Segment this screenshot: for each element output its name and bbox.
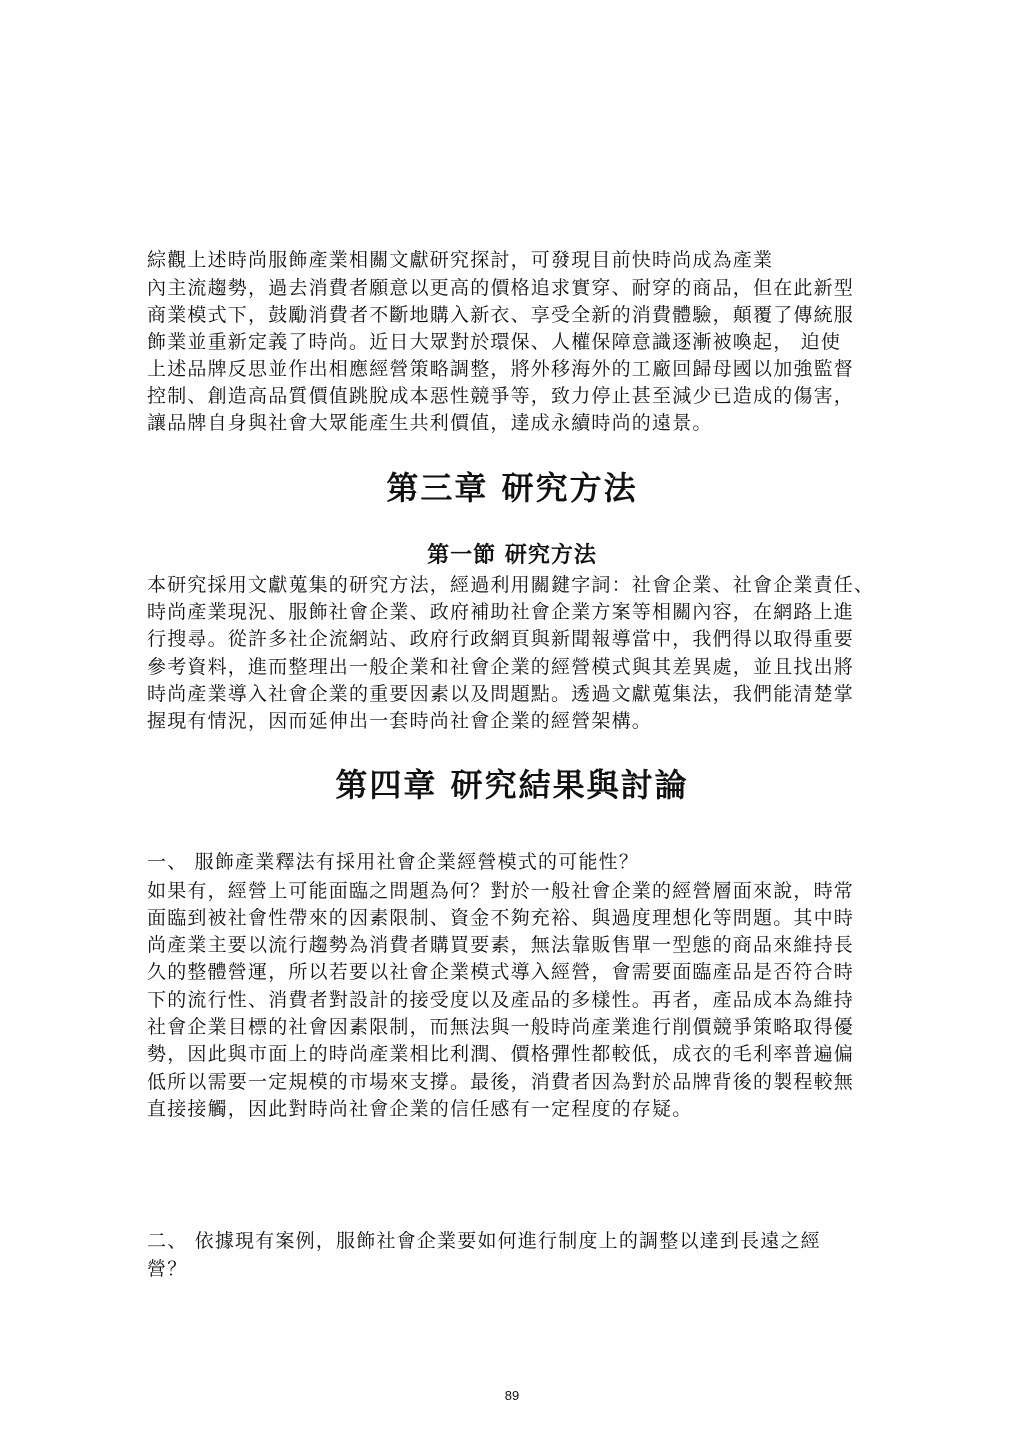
method-line: 握現有情況，因而延伸出一套時尚社會企業的經營架構。 xyxy=(147,710,653,732)
answer-line: 如果有，經營上可能面臨之問題為何？對於一般社會企業的經營層面來說，時常 xyxy=(147,880,855,902)
section-1-title: 第一節 研究方法 xyxy=(427,542,597,568)
chapter-4-title: 第四章 研究結果與討論 xyxy=(335,766,689,804)
answer-line: 尚產業主要以流行趨勢為消費者購買要素，無法靠販售單一型態的商品來維持長 xyxy=(147,934,855,956)
method-line: 參考資料，進而整理出一般企業和社會企業的經營模式與其差異處，並且找出將 xyxy=(147,656,855,678)
question-1: 一、 服飾產業釋法有採用社會企業經營模式的可能性？ xyxy=(147,851,640,873)
intro-line: 內主流趨勢，過去消費者願意以更高的價格追求實穿、耐穿的商品，但在此新型 xyxy=(147,277,855,299)
method-line: 時尚產業導入社會企業的重要因素以及問題點。透過文獻蒐集法，我們能清楚掌 xyxy=(147,683,855,705)
chapter-3-title: 第三章 研究方法 xyxy=(386,469,638,507)
answer-line: 直接接觸，因此對時尚社會企業的信任感有一定程度的存疑。 xyxy=(147,1098,693,1120)
intro-line: 控制、創造高品質價值跳脫成本惡性競爭等，致力停止甚至減少已造成的傷害， xyxy=(147,385,855,407)
answer-line: 低所以需要一定規模的市場來支撐。最後，消費者因為對於品牌背後的製程較無 xyxy=(147,1071,855,1093)
answer-line: 面臨到被社會性帶來的因素限制、資金不夠充裕、與過度理想化等問題。其中時 xyxy=(147,907,855,929)
table-caption xyxy=(0,151,1024,170)
table-source xyxy=(0,202,1024,221)
answer-line: 勢，因此與市面上的時尚產業相比利潤、價格彈性都較低，成衣的毛利率普遍偏 xyxy=(147,1043,855,1065)
intro-line: 綜觀上述時尚服飾產業相關文獻研究探討，可發現目前快時尚成為產業 xyxy=(147,249,774,271)
answer-line: 下的流行性、消費者對設計的接受度以及產品的多樣性。再者，產品成本為維持 xyxy=(147,989,855,1011)
intro-line: 飾業並重新定義了時尚。近日大眾對於環保、人權保障意識逐漸被喚起， 迫使 xyxy=(147,331,842,353)
answer-line: 久的整體營運，所以若要以社會企業模式導入經營，會需要面臨產品是否符合時 xyxy=(147,961,855,983)
method-line: 行搜尋。從許多社企流網站、政府行政網頁與新聞報導當中，我們得以取得重要 xyxy=(147,628,855,650)
method-line: 時尚產業現況、服飾社會企業、政府補助社會企業方案等相關內容，在網路上進 xyxy=(147,601,855,623)
intro-line: 上述品牌反思並作出相應經營策略調整，將外移海外的工廠回歸母國以加強監督 xyxy=(147,358,855,380)
intro-line: 商業模式下，鼓勵消費者不斷地購入新衣、享受全新的消費體驗，顛覆了傳統服 xyxy=(147,304,855,326)
method-line: 本研究採用文獻蒐集的研究方法，經過利用關鍵字詞：社會企業、社會企業責任、 xyxy=(147,574,875,596)
question-2-line: 營？ xyxy=(147,1258,188,1280)
intro-line: 讓品牌自身與社會大眾能產生共利價值，達成永續時尚的遠景。 xyxy=(147,412,713,434)
page-number: 89 xyxy=(504,1388,520,1403)
question-2-line: 二、 依據現有案例，服飾社會企業要如何進行制度上的調整以達到長遠之經 xyxy=(147,1230,821,1252)
answer-line: 社會企業目標的社會因素限制，而無法與一般時尚產業進行削價競爭策略取得優 xyxy=(147,1016,855,1038)
